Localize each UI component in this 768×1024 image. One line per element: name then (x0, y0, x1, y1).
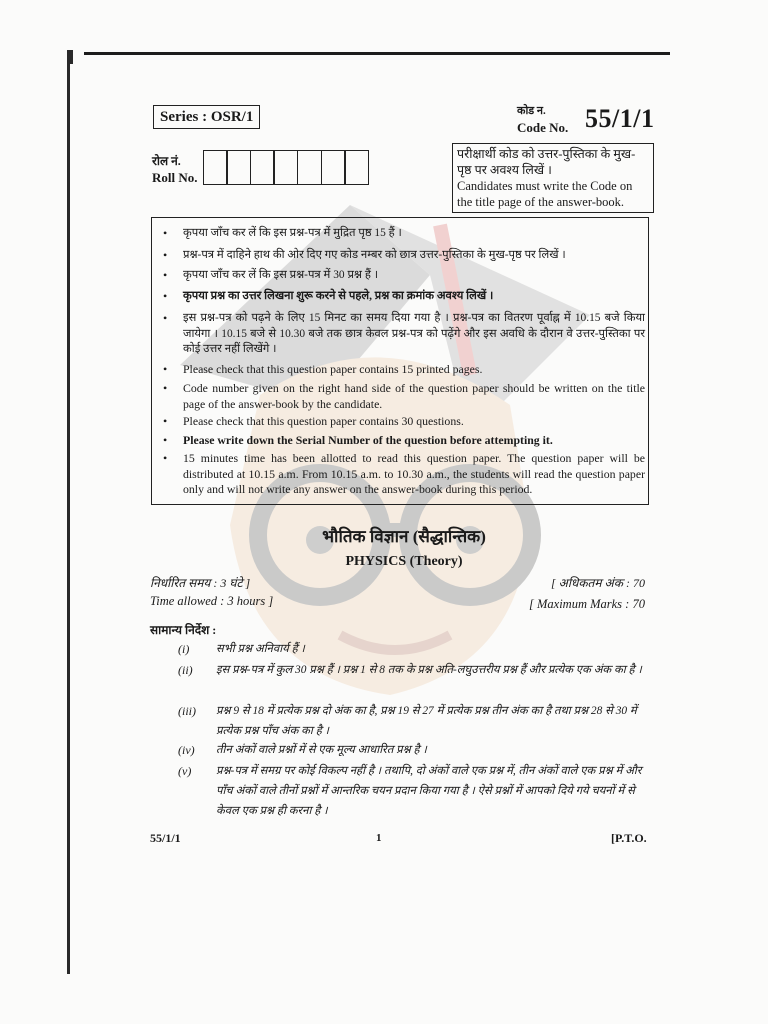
maximum-marks: [ Maximum Marks : 70 (529, 597, 645, 611)
bullet: • (163, 362, 168, 376)
bullet: • (163, 311, 168, 325)
instruction-en-2: Code number given on the right hand side of the question paper should be written on the title page of the answer-book by the candidate. (183, 381, 645, 411)
instruction-en-5: 15 minutes time has been allotted to read this question paper. The question paper will be distributed at 10.15 a.m. From 10.15 a.m. to 10.30 a.m., the students will read the question paper only and will not write any answer on the answer-book during this period. (183, 451, 645, 497)
page-edge-corner (67, 50, 73, 64)
code-label: Code No. (517, 120, 569, 135)
gi-number: (iv) (178, 743, 195, 757)
footer-code: 55/1/1 (150, 831, 181, 845)
candidate-note-box (452, 143, 654, 213)
general-instructions-heading: सामान्य निर्देश : (150, 623, 217, 637)
page-edge-top (84, 52, 670, 55)
roll-label-hindi: रोल नं. (152, 154, 181, 168)
pto-label: [P.T.O. (611, 831, 647, 845)
gi-item: इस प्रश्न-पत्र में कुल 30 प्रश्न हैं । प्रश्न 1 से 8 तक के प्रश्न अति-लघुउत्तरीय प्रश्न हैं और प्रत्येक एक अंक का है । (216, 664, 642, 676)
bullet: • (163, 433, 168, 447)
instruction-hi-1: कृपया जाँच कर लें कि इस प्रश्न-पत्र में मुद्रित पृष्ठ 15 हैं । (183, 227, 402, 239)
bullet: • (163, 289, 168, 303)
gi-item: प्रश्न 9 से 18 में प्रत्येक प्रश्न दो अंक का है, प्रश्न 19 से 27 में प्रत्येक प्रश्न तीन अंक का है तथा प्रश्न 28 से 30 में प्रत्येक प्रश्न पाँच अंक का है । (216, 705, 637, 737)
roll-number-grid (204, 150, 369, 185)
gi-number: (iii) (178, 704, 196, 718)
time-allowed-hindi: निर्धारित समय : 3 घंटे ] (150, 576, 251, 590)
gi-number: (i) (178, 642, 190, 656)
page-number: 1 (376, 832, 382, 844)
roll-label: Roll No. (152, 170, 198, 185)
subject-title-hindi: भौतिक विज्ञान (सैद्धान्तिक) (322, 527, 486, 546)
instruction-en-1: Please check that this question paper contains 15 printed pages. (183, 362, 483, 376)
roll-cell (273, 150, 298, 185)
time-allowed: Time allowed : 3 hours ] (150, 594, 274, 608)
bullet: • (163, 414, 168, 428)
bullet: • (163, 381, 168, 395)
bullet: • (163, 451, 168, 465)
instruction-hi-3: कृपया जाँच कर लें कि इस प्रश्न-पत्र में 30 प्रश्न हैं । (183, 269, 379, 281)
gi-item: प्रश्न-पत्र में समग्र पर कोई विकल्प नहीं है । तथापि, दो अंकों वाले एक प्रश्न में, तीन अंकों वाले एक प्रश्न में और पाँच अंकों वाले तीनों प्रश्नों में आन्तरिक चयन प्रदान किया गया है । ऐसे प्रश्नों में आपको दिये गये चयनों में से केवल एक प्रश्न ही करना है । (216, 765, 642, 817)
bullet: • (163, 248, 168, 262)
maximum-marks-hindi: [ अधिकतम अंक : 70 (551, 576, 645, 590)
code-number: 55/1/1 (585, 104, 655, 133)
subject-title: PHYSICS (Theory) (345, 554, 463, 569)
instruction-hi-4: कृपया प्रश्न का उत्तर लिखना शुरू करने से पहले, प्रश्न का क्रमांक अवश्य लिखें । (183, 290, 494, 302)
code-label-hindi: कोड न. (517, 105, 546, 117)
candidate-note: Candidates must write the Code on the title page of the answer-book. (457, 179, 633, 209)
bullet: • (163, 268, 168, 282)
roll-cell (226, 150, 251, 185)
instruction-en-3: Please check that this question paper contains 30 questions. (183, 414, 464, 428)
gi-number: (v) (178, 764, 192, 778)
page-edge-left (67, 50, 70, 974)
roll-cell (297, 150, 322, 185)
candidate-note-hindi: परीक्षार्थी कोड को उत्तर-पुस्तिका के मुख-पृष्ठ पर अवश्य लिखें । (457, 147, 636, 177)
instruction-hi-2: प्रश्न-पत्र में दाहिने हाथ की ओर दिए गए कोड नम्बर को छात्र उत्तर-पुस्तिका के मुख-पृष्ठ पर लिखें । (183, 249, 566, 261)
gi-item: तीन अंकों वाले प्रश्नों में से एक मूल्य आधारित प्रश्न है । (216, 744, 427, 756)
gi-number: (ii) (178, 663, 193, 677)
instruction-hi-5: इस प्रश्न-पत्र को पढ़ने के लिए 15 मिनट का समय दिया गया है । प्रश्न-पत्र का वितरण पूर्वाह्न में 10.15 बजे किया जायेगा । 10.15 बजे से 10.30 बजे तक छात्र केवल प्रश्न-पत्र को पढ़ेंगे और इस अवधि के दौरान वे उत्तर-पुस्तिका पर कोई उत्तर नहीं लिखेंगे । (183, 312, 645, 356)
roll-cell (344, 150, 369, 185)
gi-item: सभी प्रश्न अनिवार्य हैं । (216, 643, 305, 655)
roll-cell (321, 150, 346, 185)
roll-cell (250, 150, 275, 185)
roll-cell (203, 150, 228, 185)
instruction-en-4: Please write down the Serial Number of the question before attempting it. (183, 433, 553, 447)
bullet: • (163, 226, 168, 240)
series-label: Series : OSR/1 (153, 105, 260, 129)
